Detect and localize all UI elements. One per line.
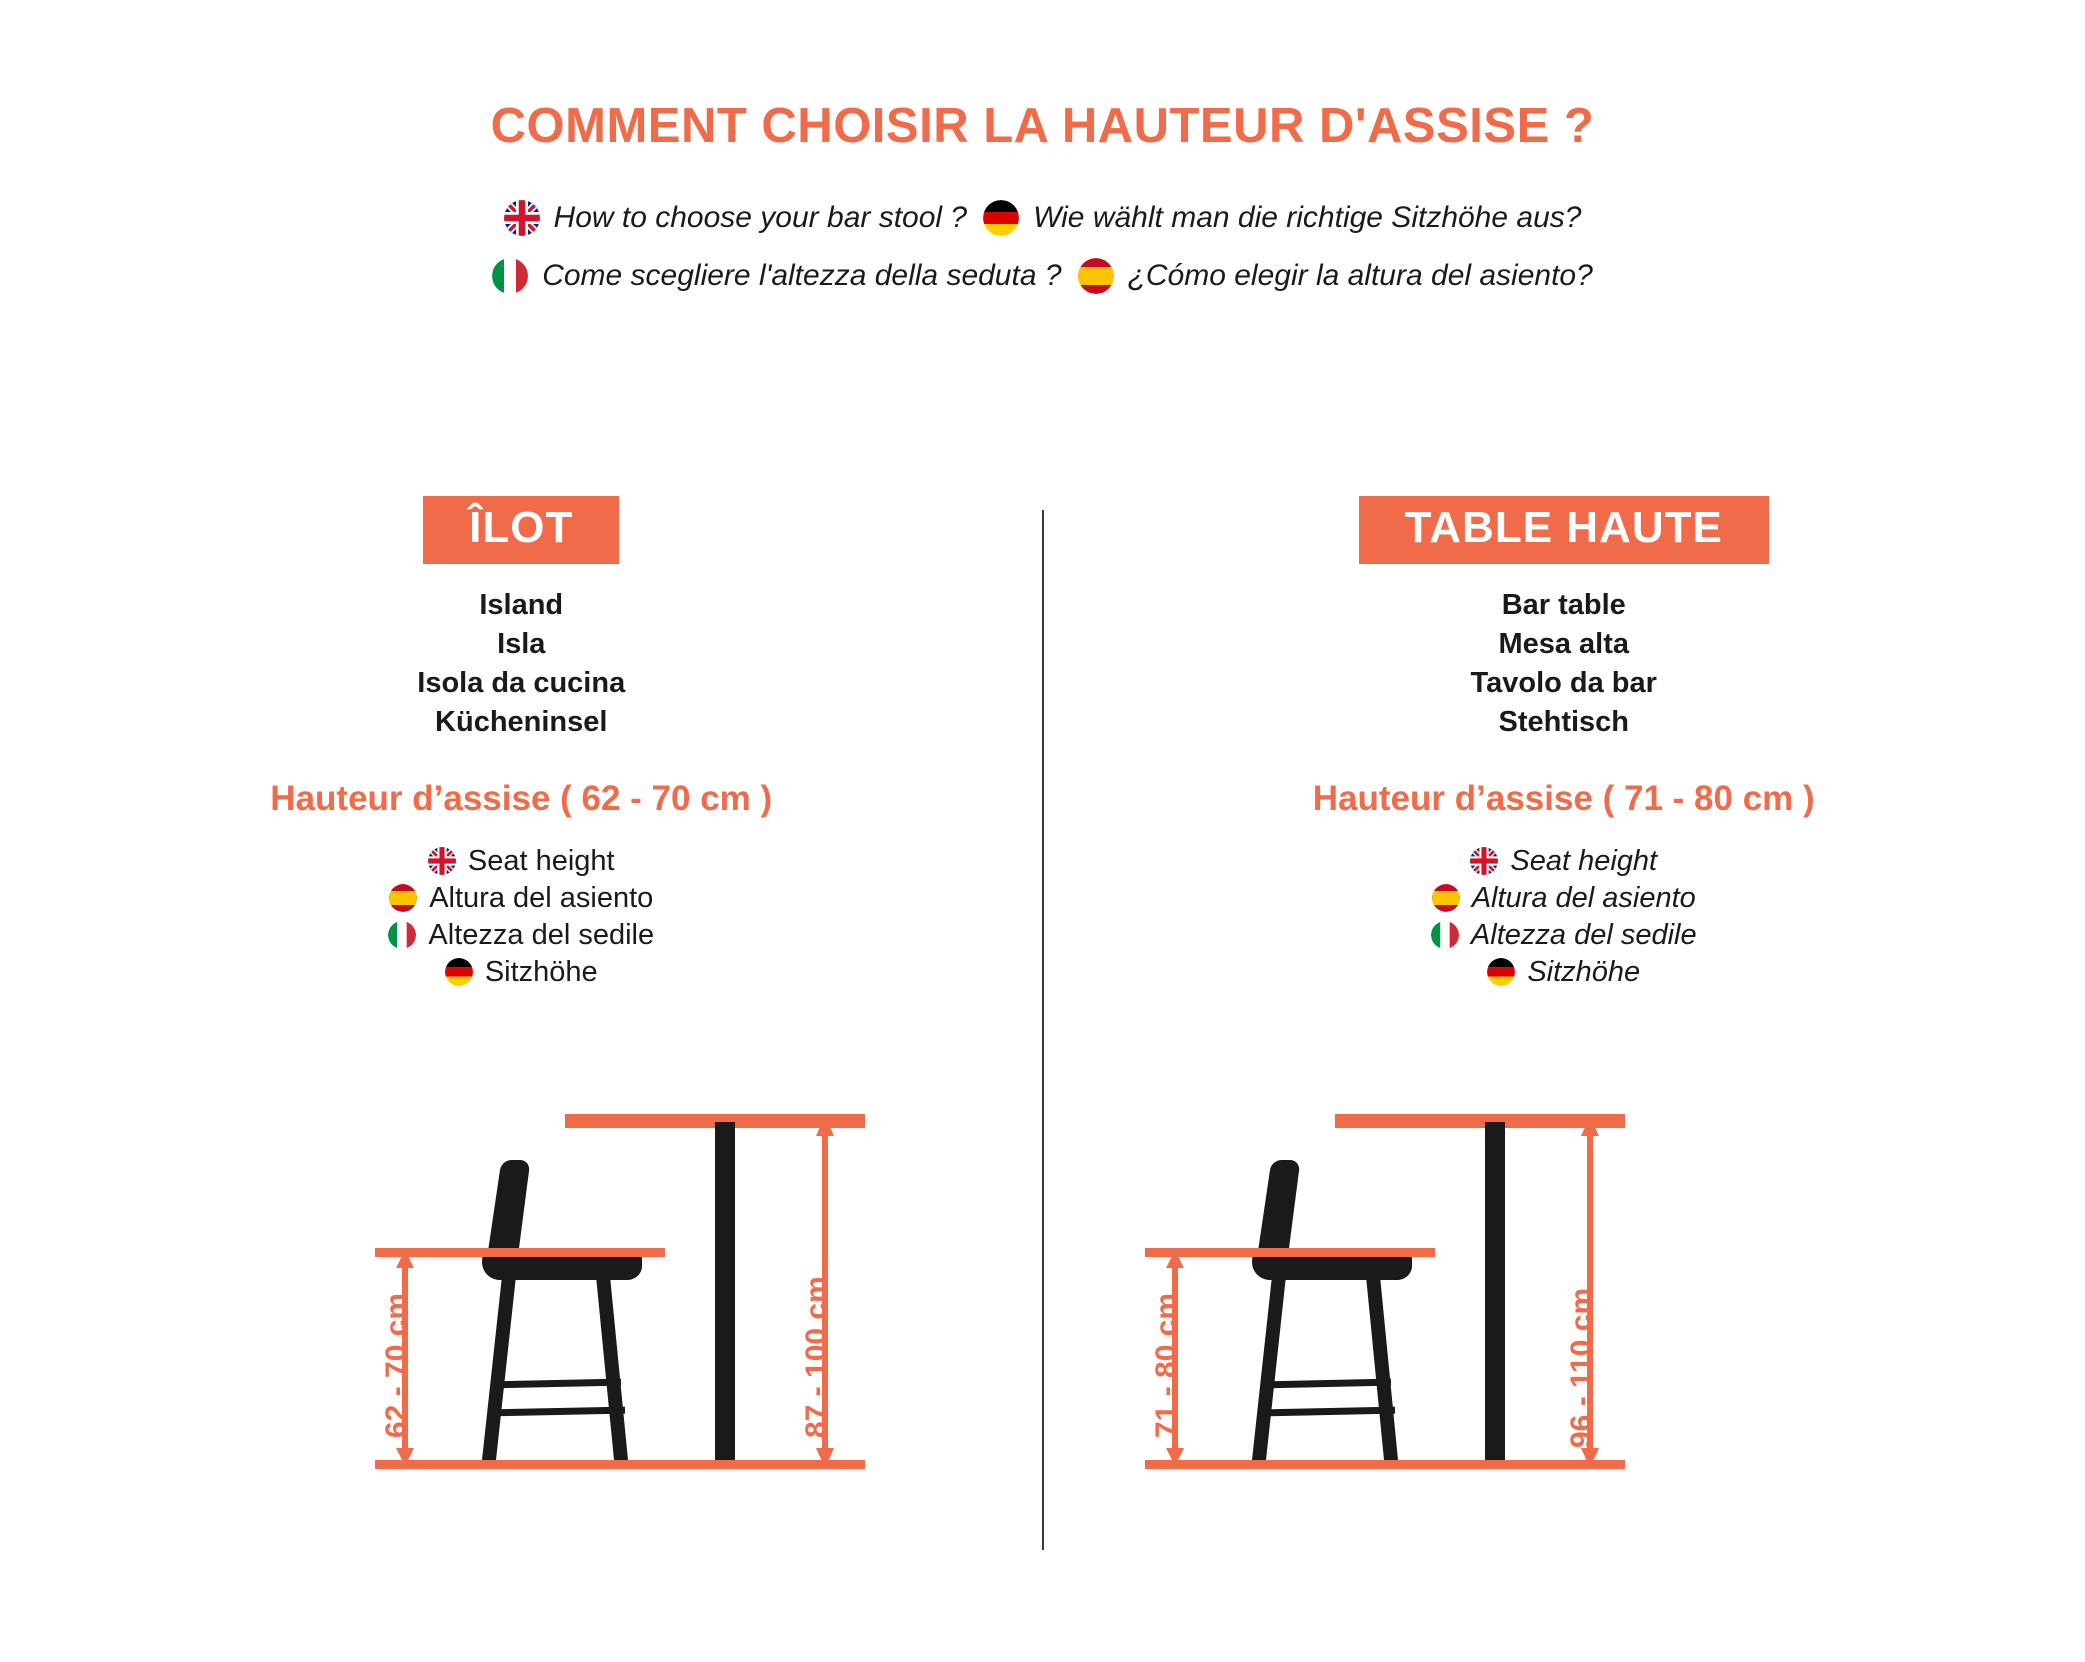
measure-table-label: 96 - 110 cm <box>1565 1288 1599 1448</box>
seat-term-en <box>1470 845 1657 878</box>
translation-text: ¿Cómo elegir la altura del asiento? <box>1128 259 1593 293</box>
diagram-ilot <box>370 1108 950 1503</box>
spanish-flag-icon <box>1432 884 1460 912</box>
translation-text: Wie wählt man die richtige Sitzhöhe aus? <box>1033 201 1581 235</box>
column-table-haute <box>1043 496 2085 989</box>
seat-term-en <box>428 845 615 878</box>
measure-table-label: 87 - 100 cm <box>800 1276 834 1438</box>
column-name: Mesa alta <box>1043 625 2085 664</box>
seat-term-es <box>1432 882 1696 915</box>
translations-block <box>0 200 2085 294</box>
seat-height-title: Hauteur d’assise ( 62 - 70 cm ) <box>0 779 1043 819</box>
column-name: Tavolo da bar <box>1043 664 2085 703</box>
translation-item-de <box>983 200 1581 236</box>
seat-term-it <box>1431 919 1697 952</box>
seat-term-label: Altura del asiento <box>429 882 653 915</box>
column-names <box>1043 586 2085 743</box>
column-name: Bar table <box>1043 586 2085 625</box>
measure-seat-label: 62 - 70 cm <box>380 1293 414 1438</box>
seat-term-label: Altezza del sedile <box>1471 919 1697 952</box>
column-name: Island <box>0 586 1043 625</box>
column-badge: TABLE HAUTE <box>1359 496 1769 564</box>
column-names <box>0 586 1043 743</box>
column-name: Isla <box>0 625 1043 664</box>
column-ilot <box>0 496 1043 989</box>
translation-text: How to choose your bar stool ? <box>554 201 968 235</box>
seat-term-label: Seat height <box>1510 845 1657 878</box>
seat-term-es <box>389 882 653 915</box>
spanish-flag-icon <box>1078 258 1114 294</box>
column-name: Stehtisch <box>1043 703 2085 742</box>
seat-term-de <box>1487 956 1640 989</box>
column-name: Isola da cucina <box>0 664 1043 703</box>
uk-flag-icon <box>428 847 456 875</box>
seat-term-label: Sitzhöhe <box>1527 956 1640 989</box>
diagram-table-haute <box>1140 1108 1720 1503</box>
seat-term-label: Altezza del sedile <box>428 919 654 952</box>
translation-item-en <box>504 200 968 236</box>
measure-seat-label: 71 - 80 cm <box>1150 1293 1184 1438</box>
italian-flag-icon <box>388 921 416 949</box>
spanish-flag-icon <box>389 884 417 912</box>
seat-term-label: Sitzhöhe <box>485 956 598 989</box>
column-badge: ÎLOT <box>423 496 619 564</box>
italian-flag-icon <box>1431 921 1459 949</box>
seat-height-terms <box>1043 845 2085 989</box>
seat-term-de <box>445 956 598 989</box>
page-title: COMMENT CHOISIR LA HAUTEUR D'ASSISE ? <box>0 98 2085 154</box>
german-flag-icon <box>983 200 1019 236</box>
seat-height-title: Hauteur d’assise ( 71 - 80 cm ) <box>1043 779 2085 819</box>
german-flag-icon <box>1487 958 1515 986</box>
translation-row <box>0 258 2085 294</box>
seat-term-label: Seat height <box>468 845 615 878</box>
uk-flag-icon <box>504 200 540 236</box>
seat-height-terms <box>0 845 1043 989</box>
translation-item-es <box>1078 258 1593 294</box>
column-name: Kücheninsel <box>0 703 1043 742</box>
translation-row <box>0 200 2085 236</box>
italian-flag-icon <box>492 258 528 294</box>
translation-text: Come scegliere l'altezza della seduta ? <box>542 259 1061 293</box>
seat-term-it <box>388 919 654 952</box>
german-flag-icon <box>445 958 473 986</box>
seat-term-label: Altura del asiento <box>1472 882 1696 915</box>
uk-flag-icon <box>1470 847 1498 875</box>
translation-item-it <box>492 258 1061 294</box>
columns-container <box>0 496 2085 989</box>
